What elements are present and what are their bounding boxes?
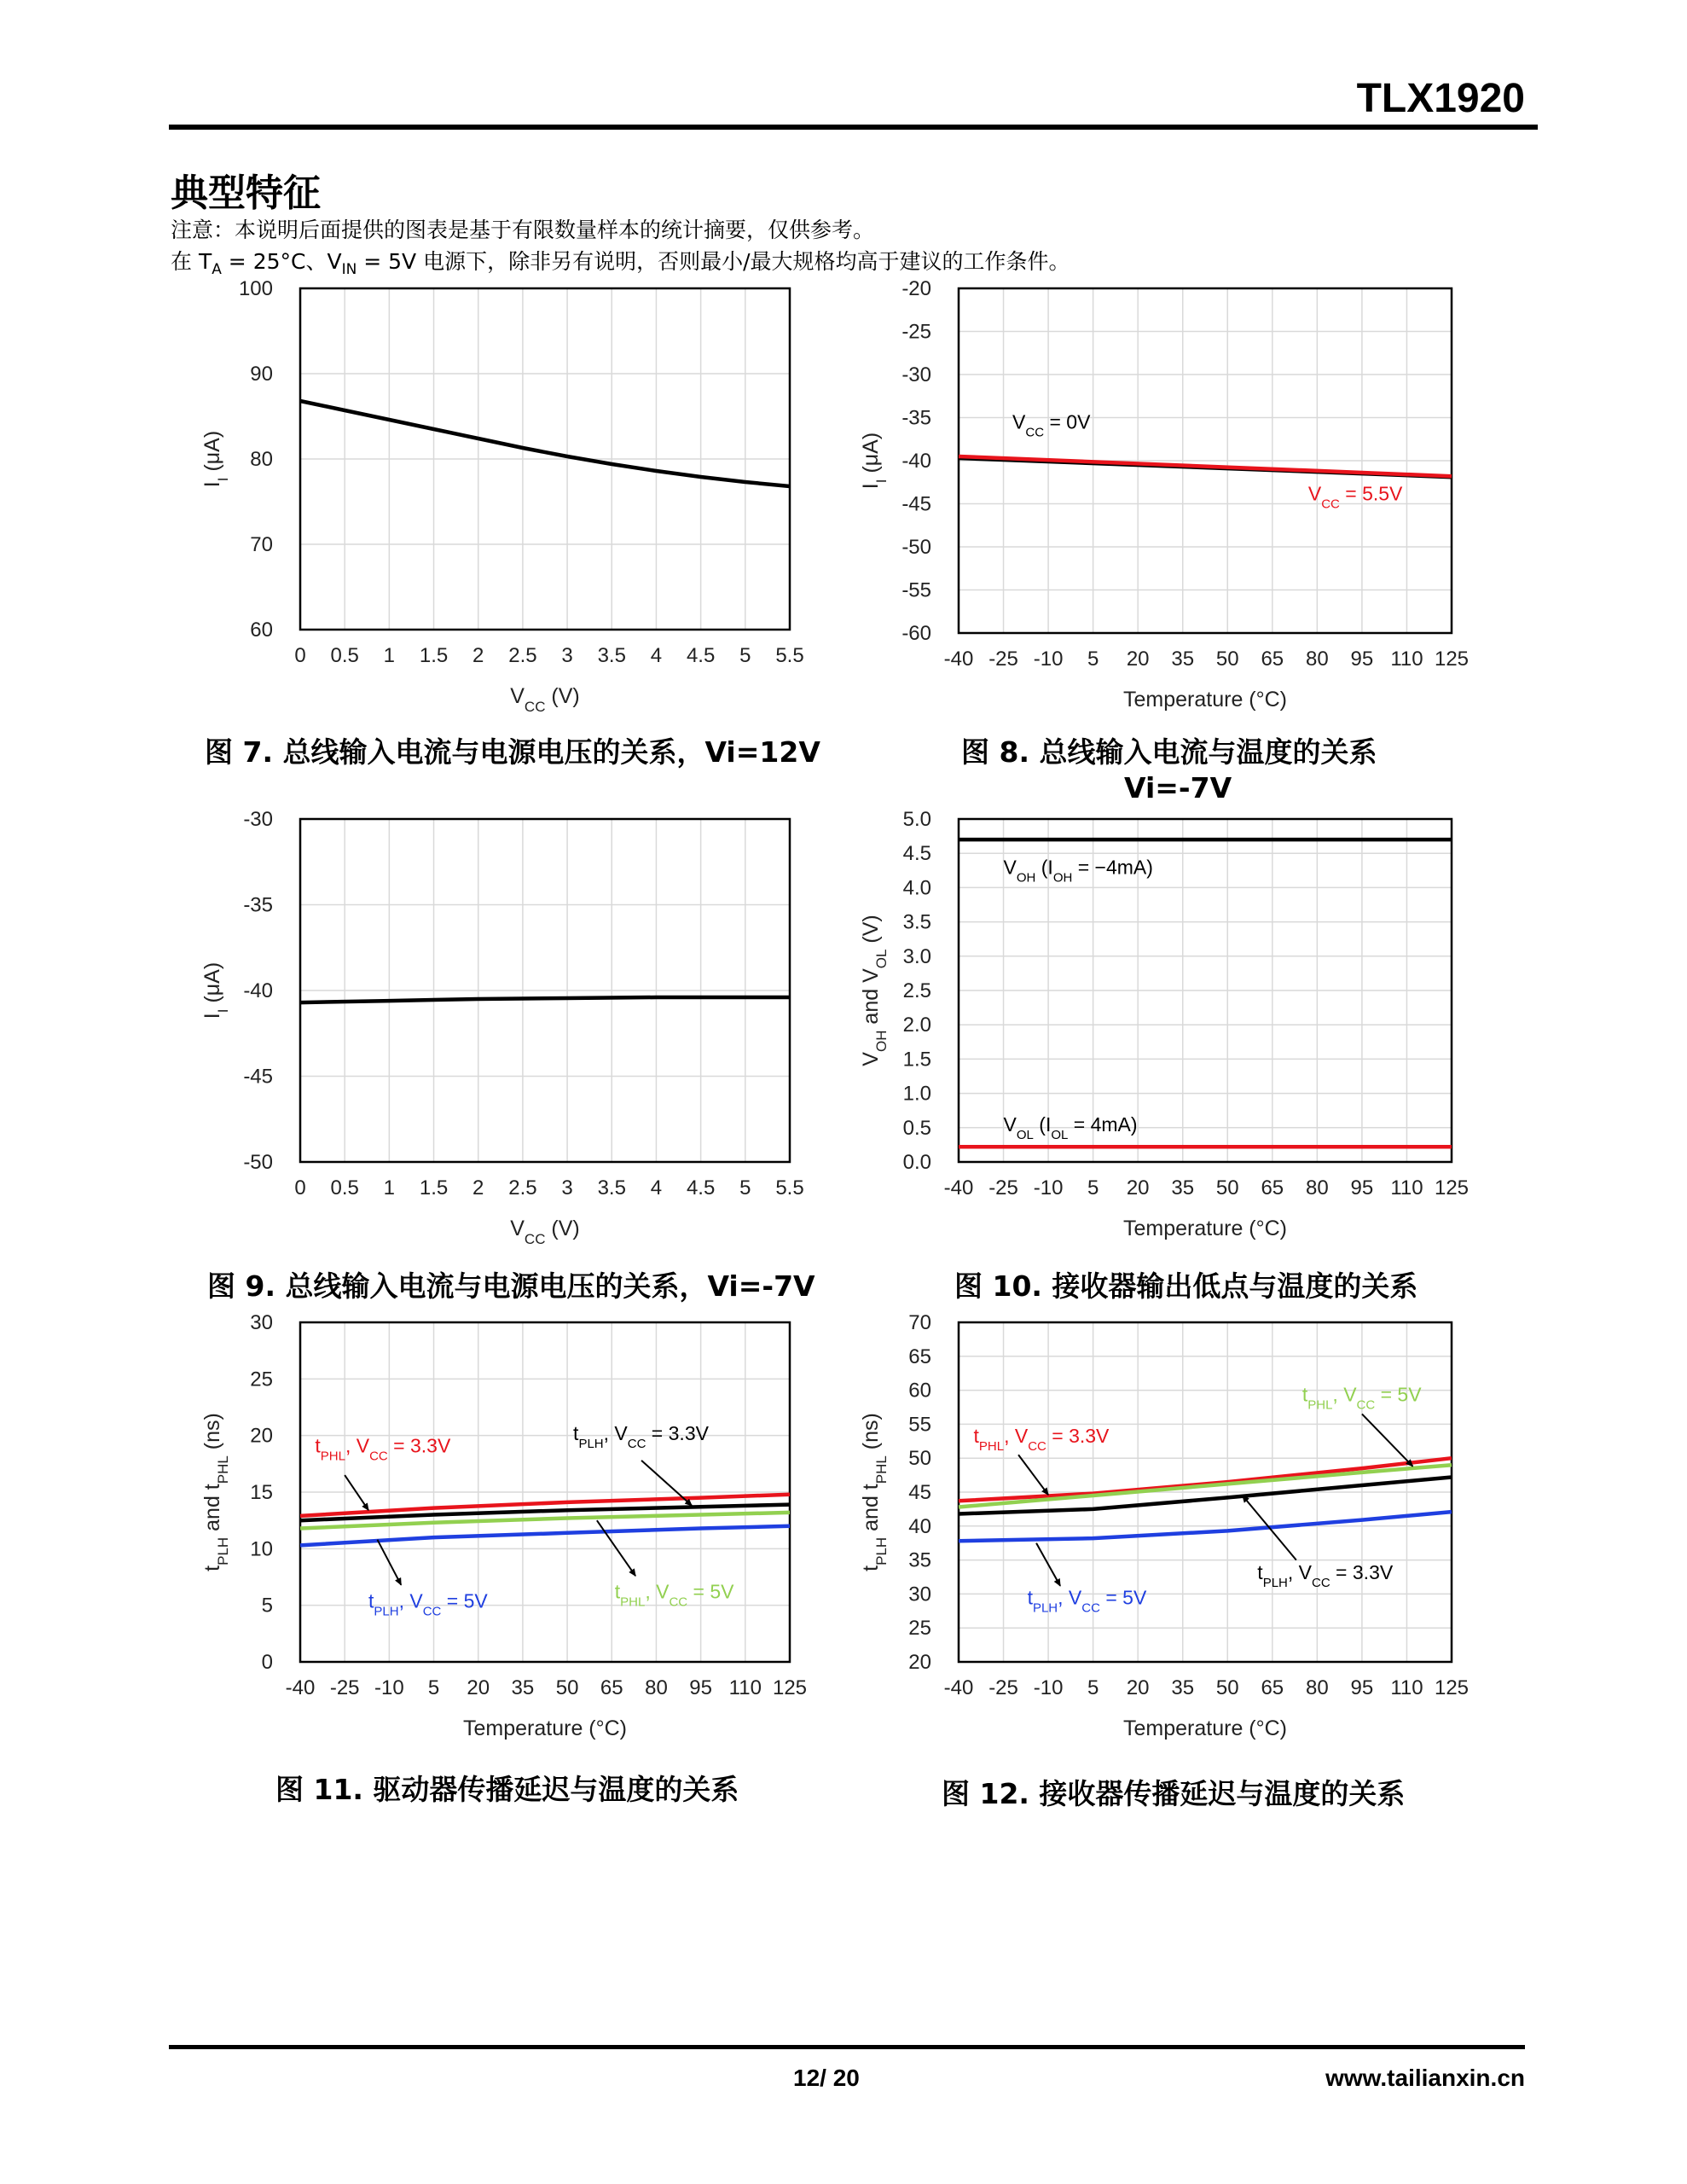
annotation-arrow <box>1018 1455 1048 1495</box>
annotation-arrow <box>377 1540 401 1585</box>
x-tick-label: 65 <box>1261 648 1284 671</box>
x-tick-label: 4 <box>650 1176 663 1199</box>
x-tick-label: 0.5 <box>330 1176 359 1199</box>
y-tick-label: -50 <box>901 536 931 559</box>
series-line <box>300 997 790 1002</box>
x-tick-label: 5 <box>427 1676 440 1699</box>
x-tick-label: 20 <box>1126 1676 1150 1699</box>
y-tick-label: -35 <box>901 406 931 430</box>
y-tick-label: 15 <box>250 1481 273 1504</box>
y-tick-label: -45 <box>243 1065 273 1089</box>
y-tick-label: 60 <box>250 619 273 642</box>
annotation-label: $V_{OL}$ $(I_{OL} = 4mA)$ <box>1003 1112 1138 1142</box>
x-axis-label: $V_{CC}$ (V) <box>510 684 580 715</box>
x-tick-label: 20 <box>1126 1176 1150 1199</box>
y-tick-label: 20 <box>250 1424 273 1448</box>
annotation-label: $t_{PHL}$, $V_{CC} = 3.3V$ <box>315 1434 451 1464</box>
series-line <box>959 1458 1452 1501</box>
header-rule <box>169 125 1538 130</box>
series-line <box>300 401 790 486</box>
x-tick-label: 65 <box>1261 1676 1284 1699</box>
annotation-arrow <box>1362 1414 1413 1466</box>
plot-frame <box>300 819 790 1162</box>
x-tick-label: 2 <box>472 644 484 667</box>
x-tick-label: -40 <box>285 1676 316 1699</box>
x-tick-label: -25 <box>988 648 1018 671</box>
x-tick-label: 5 <box>739 1176 751 1199</box>
y-tick-label: 4.5 <box>902 842 931 866</box>
x-tick-label: 5.5 <box>775 644 804 667</box>
y-tick-label: 100 <box>238 277 273 300</box>
x-tick-label: 2 <box>472 1176 484 1199</box>
x-tick-label: 5.5 <box>775 1176 804 1199</box>
x-tick-label: 65 <box>600 1676 623 1699</box>
y-tick-label: 20 <box>908 1651 931 1674</box>
y-tick-label: 2.5 <box>902 979 931 1002</box>
x-tick-label: 80 <box>1306 648 1329 671</box>
series-line <box>300 1495 790 1516</box>
x-tick-label: -40 <box>943 1176 974 1199</box>
y-tick-label: -50 <box>243 1151 273 1174</box>
x-tick-label: -25 <box>988 1676 1018 1699</box>
x-tick-label: 20 <box>1126 648 1150 671</box>
series-line <box>959 456 1452 476</box>
x-tick-label: 110 <box>728 1676 762 1699</box>
x-tick-label: 3.5 <box>597 1176 626 1199</box>
x-tick-label: 5 <box>1087 1676 1099 1699</box>
y-tick-label: 3.0 <box>902 944 931 968</box>
y-tick-label: 70 <box>250 533 273 556</box>
x-tick-label: 0 <box>294 1176 306 1199</box>
y-tick-label: 80 <box>250 448 273 471</box>
x-tick-label: 3 <box>561 1176 573 1199</box>
x-tick-label: 5 <box>1087 648 1099 671</box>
y-tick-label: 50 <box>908 1447 931 1471</box>
x-axis-label: Temperature (°C) <box>1123 688 1287 712</box>
x-axis-label: Temperature (°C) <box>1123 1716 1287 1740</box>
y-tick-label: -30 <box>901 363 931 386</box>
y-tick-label: 65 <box>908 1345 931 1368</box>
y-tick-label: 30 <box>250 1311 273 1334</box>
x-tick-label: 5 <box>1087 1176 1099 1199</box>
y-tick-label: 4.0 <box>902 876 931 900</box>
annotation-label: $t_{PHL}$, $V_{CC} = 5V$ <box>614 1580 734 1610</box>
annotation-arrow <box>597 1520 635 1576</box>
series-line <box>300 1526 790 1546</box>
annotation-arrow <box>345 1475 368 1510</box>
x-tick-label: 2.5 <box>508 644 537 667</box>
y-tick-label: 25 <box>250 1368 273 1391</box>
annotation-label: $t_{PHL}$, $V_{CC} = 3.3V$ <box>973 1424 1110 1454</box>
plot-frame <box>959 1322 1452 1662</box>
y-tick-label: -35 <box>243 893 273 917</box>
caption-fig11: 图 11. 驱动器传播延迟与温度的关系 <box>275 1773 739 1806</box>
series-line <box>959 1478 1452 1514</box>
y-tick-label: 0.0 <box>902 1151 931 1174</box>
y-tick-label: 3.5 <box>902 910 931 934</box>
series-line <box>959 458 1452 477</box>
y-tick-label: 35 <box>908 1548 931 1572</box>
y-axis-label: $t_{PLH}$ and $t_{PHL}$ (ns) <box>200 1413 231 1571</box>
website-link[interactable]: www.tailianxin.cn <box>1325 2065 1525 2091</box>
x-tick-label: 5 <box>739 644 751 667</box>
x-tick-label: 125 <box>1434 1176 1470 1199</box>
series-line <box>959 1512 1452 1541</box>
annotation-label: $t_{PLH}$, $V_{CC} = 5V$ <box>368 1589 488 1618</box>
x-tick-label: 50 <box>1215 1676 1239 1699</box>
x-tick-label: 95 <box>689 1676 712 1699</box>
y-tick-label: 0 <box>261 1651 273 1674</box>
y-tick-label: -20 <box>901 277 931 300</box>
y-tick-label: -25 <box>901 320 931 344</box>
x-tick-label: 2.5 <box>508 1176 537 1199</box>
x-tick-label: 4.5 <box>686 644 716 667</box>
y-tick-label: -55 <box>901 578 931 602</box>
series-line <box>300 1505 790 1521</box>
y-tick-label: 45 <box>908 1481 931 1504</box>
x-tick-label: 1 <box>383 644 396 667</box>
x-tick-label: -10 <box>1033 1176 1064 1199</box>
x-tick-label: -40 <box>943 648 974 671</box>
x-tick-label: 0.5 <box>330 644 359 667</box>
x-axis-label: $V_{CC}$ (V) <box>510 1217 580 1247</box>
caption-fig9: 图 9. 总线输入电流与电源电压的关系，Vi=-7V <box>207 1269 815 1303</box>
y-tick-label: 5 <box>261 1594 273 1618</box>
annotation-label: $t_{PLH}$, $V_{CC} = 5V$ <box>1027 1586 1147 1615</box>
y-tick-label: 2.0 <box>902 1014 931 1037</box>
y-tick-label: -30 <box>243 808 273 831</box>
x-tick-label: 80 <box>1306 1676 1329 1699</box>
y-tick-label: -40 <box>243 979 273 1002</box>
y-axis-label: $I_I$ (μA) <box>859 432 890 490</box>
x-tick-label: 4.5 <box>686 1176 716 1199</box>
x-tick-label: 110 <box>1390 648 1423 671</box>
x-tick-label: 35 <box>511 1676 535 1699</box>
x-tick-label: -25 <box>329 1676 360 1699</box>
x-tick-label: 0 <box>294 644 306 667</box>
y-axis-label: $V_{OH}$ and $V_{OL}$ (V) <box>859 915 890 1066</box>
y-tick-label: 1.5 <box>902 1048 931 1072</box>
x-tick-label: 95 <box>1350 1176 1374 1199</box>
series-line <box>959 1465 1452 1507</box>
x-tick-label: 1 <box>383 1176 396 1199</box>
y-tick-label: 10 <box>250 1537 273 1561</box>
x-tick-label: 125 <box>772 1676 808 1699</box>
y-tick-label: 70 <box>908 1311 931 1334</box>
plot-frame <box>959 288 1452 633</box>
x-tick-label: 110 <box>1390 1176 1423 1199</box>
y-axis-label: $I_I$ (μA) <box>200 961 231 1019</box>
annotation-label: $V_{OH}$ $(I_{OH} = -4mA)$ <box>1003 856 1153 885</box>
y-tick-label: 60 <box>908 1379 931 1403</box>
x-tick-label: -10 <box>1033 648 1064 671</box>
x-tick-label: 95 <box>1350 1676 1374 1699</box>
y-tick-label: 1.0 <box>902 1082 931 1106</box>
x-tick-label: -10 <box>374 1676 404 1699</box>
section-title: 典型特征 <box>171 171 321 215</box>
page-number: 12/ 20 <box>793 2065 860 2091</box>
annotation-arrow <box>1243 1496 1296 1560</box>
y-tick-label: 25 <box>908 1617 931 1641</box>
x-tick-label: 20 <box>467 1676 490 1699</box>
x-tick-label: 35 <box>1171 1676 1195 1699</box>
x-tick-label: 95 <box>1350 648 1374 671</box>
y-tick-label: 90 <box>250 363 273 386</box>
y-tick-label: 30 <box>908 1583 931 1606</box>
caption-fig7: 图 7. 总线输入电流与电源电压的关系，Vi=12V <box>205 735 820 769</box>
caption-fig8: 图 8. 总线输入电流与温度的关系 <box>961 735 1377 769</box>
annotation-arrow <box>641 1461 692 1506</box>
caption-fig8-line2: Vi=-7V <box>1124 771 1232 804</box>
x-tick-label: 35 <box>1171 1176 1195 1199</box>
annotation-label: $t_{PLH}$, $V_{CC} = 3.3V$ <box>1257 1560 1394 1590</box>
x-tick-label: 3.5 <box>597 644 626 667</box>
y-tick-label: 5.0 <box>902 808 931 831</box>
x-tick-label: 3 <box>561 644 573 667</box>
x-axis-label: Temperature (°C) <box>1123 1217 1287 1240</box>
x-axis-label: Temperature (°C) <box>463 1716 627 1740</box>
y-axis-label: $t_{PLH}$ and $t_{PHL}$ (ns) <box>859 1413 890 1571</box>
annotation-label: $t_{PLH}$, $V_{CC} = 3.3V$ <box>573 1421 709 1451</box>
y-tick-label: 40 <box>908 1514 931 1538</box>
annotation-label: $V_{CC} = 5.5V$ <box>1307 482 1403 511</box>
y-tick-label: -45 <box>901 492 931 516</box>
x-tick-label: 80 <box>1306 1176 1329 1199</box>
note-line-1: 注意：本说明后面提供的图表是基于有限数量样本的统计摘要，仅供参考。 <box>171 218 875 242</box>
caption-fig10: 图 10. 接收器输出低点与温度的关系 <box>954 1269 1418 1303</box>
note-line-2: 在 $T_A = 25^\circ C$、$V_{IN} = 5V$ 电源下，除非另有说明，否则最小/最大规格均高于建议的工作条件。 <box>171 249 1070 278</box>
x-tick-label: 80 <box>645 1676 668 1699</box>
x-tick-label: 35 <box>1171 648 1195 671</box>
plot-frame <box>300 288 790 630</box>
x-tick-label: -10 <box>1033 1676 1064 1699</box>
x-tick-label: 65 <box>1261 1176 1284 1199</box>
annotation-label: $t_{PHL}$, $V_{CC} = 5V$ <box>1301 1383 1422 1412</box>
annotation-label: $V_{CC} = 0V$ <box>1012 410 1091 440</box>
x-tick-label: 4 <box>650 644 663 667</box>
y-axis-label: $I_I$ (μA) <box>200 430 231 488</box>
x-tick-label: 110 <box>1390 1676 1423 1699</box>
part-number: TLX1920 <box>1356 76 1525 121</box>
caption-fig12: 图 12. 接收器传播延迟与温度的关系 <box>942 1777 1406 1810</box>
x-tick-label: -40 <box>943 1676 974 1699</box>
x-tick-label: 125 <box>1434 1676 1470 1699</box>
series-line <box>300 1513 790 1529</box>
x-tick-label: 50 <box>1215 648 1239 671</box>
x-tick-label: 50 <box>555 1676 579 1699</box>
footer-rule <box>169 2045 1525 2049</box>
x-tick-label: 125 <box>1434 648 1470 671</box>
plot-frame <box>959 819 1452 1162</box>
x-tick-label: 1.5 <box>419 1176 449 1199</box>
x-tick-label: 1.5 <box>419 644 449 667</box>
y-tick-label: -40 <box>901 450 931 473</box>
x-tick-label: 50 <box>1215 1176 1239 1199</box>
y-tick-label: 55 <box>908 1413 931 1437</box>
y-tick-label: -60 <box>901 622 931 645</box>
y-tick-label: 0.5 <box>902 1116 931 1140</box>
annotation-arrow <box>1036 1543 1060 1586</box>
x-tick-label: -25 <box>988 1176 1018 1199</box>
plot-frame <box>300 1322 790 1662</box>
